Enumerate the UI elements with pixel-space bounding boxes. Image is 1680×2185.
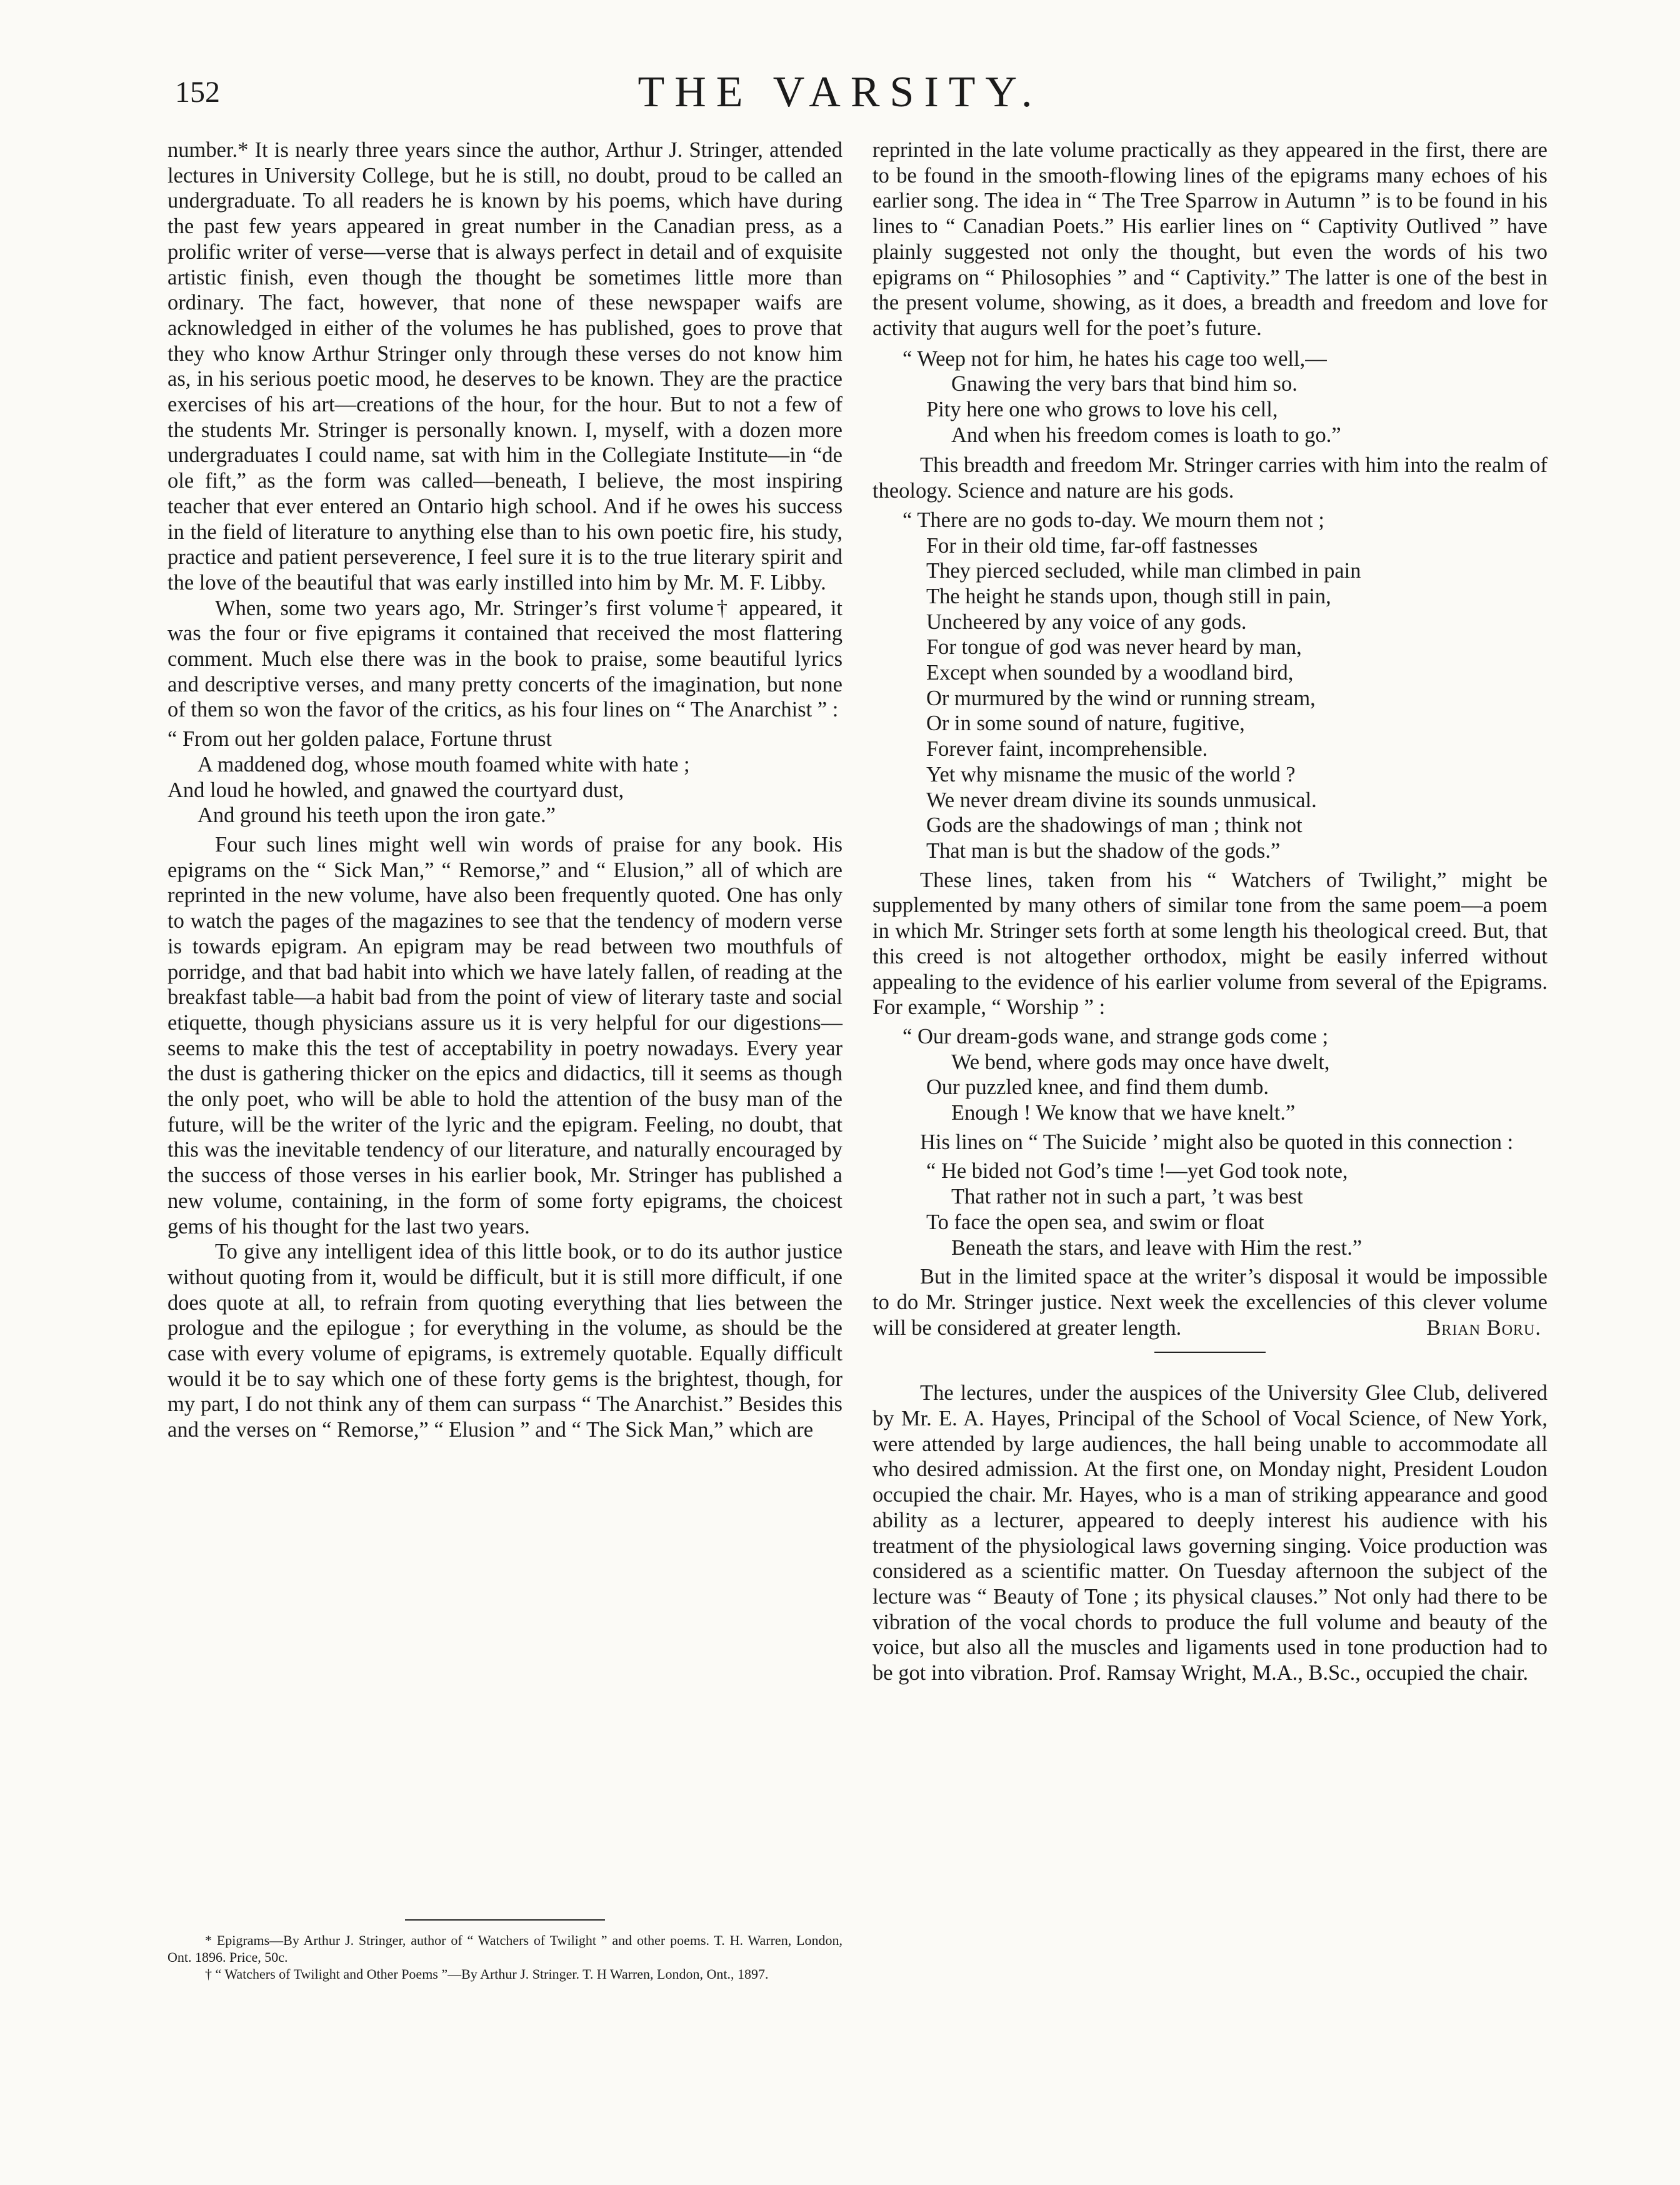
paragraph: reprinted in the late volume practically as they appeared in the first, there are to be found in the smooth-flowing lines of the epigrams many echoes of his earlier song. The idea in “ The Tree Sparrow in Autumn ” is to be found in his lines to “ Canadian Poets.” His earlier lines on “ Captivity Outlived ” have plainly suggested not only the thought, but even the words of his two epigrams on “ Philosophies ” and “ Captivity.” The latter is one of the best in the present volume, showing, as it does, a breadth and freedom and love for activity that augurs well for the poet’s future. [872, 138, 1548, 340]
suicide-verse [872, 1158, 1548, 1260]
paragraph: These lines, taken from his “ Watchers of Twilight,” might be supplemented by many others of similar tone from the same poem—a poem in which Mr. Stringer sets forth at some length his theological creed. But, that this creed is not altogether orthodox, might be easily inferred without appealing to the evidence of his earlier volume from several of the Epigrams. For example, “ Worship ” : [872, 868, 1548, 1020]
verse-line: “ From out her golden palace, Fortune thrust [168, 727, 552, 751]
verse-line: Gnawing the very bars that bind him so. [951, 372, 1298, 396]
verse-line: Yet why misname the music of the world ? [926, 762, 1296, 786]
paragraph: number.* It is nearly three years since the author, Arthur J. Stringer, attended lectures in University College, but he is still, no doubt, proud to be called an undergraduate. To all readers he is known by his poems, which have during the past few years appeared in great number in the Canadian press, as a prolific writer of verse—verse that is always perfect in detail and of exquisite artistic finish, even though the thought be sometimes little more than ordinary. The fact, however, that none of these newspaper waifs are acknowledged in either of the volumes he has published, goes to prove that they who know Arthur Stringer only through these verses do not know him as, in his serious poetic mood, he deserves to be known. They are the practice exercises of his art—creations of the hour, for the hour. But to not a few of the students Mr. Stringer is personally known. I, myself, with a dozen more undergraduates I could name, sat with him in the Collegiate Institute—in “de ole fift,” as the form was called—beneath, I believe, the most inspiring teacher that ever entered an Ontario high school. And if he owes his success in the field of literature to anything else than to his own poetic fire, his study, practice and patient perseverence, I feel sure it is to the true literary spirit and the love of the beautiful that was early instilled into him by Mr. M. F. Libby. [168, 138, 842, 595]
paragraph: His lines on “ The Suicide ’ might also be quoted in this connection : [920, 1130, 1514, 1154]
verse-line: And when his freedom comes is loath to go.” [951, 423, 1341, 447]
paragraph-text: But in the limited space at the writer’s disposal it would be impossible to do Mr. Stringer justice. Next week the excellencies of this clever volume will be considered at greater length. [872, 1265, 1548, 1340]
paragraph: When, some two years ago, Mr. Stringer’s first volume† appeared, it was the four or five epigrams it contained that received the most flattering comment. Much else there was in the book to praise, some beautiful lyrics and descriptive verses, and many pretty concerts of the imagination, but none of them so won the favor of the critics, as his four lines on “ The Anarchist ” : [168, 596, 842, 722]
verse-line: Pity here one who grows to love his cell, [926, 398, 1278, 422]
verse-line: And loud he howled, and gnawed the courtyard dust, [168, 778, 624, 802]
footnotes [168, 1932, 842, 1982]
verse-line: “ There are no gods to-day. We mourn them not ; [902, 508, 1324, 532]
verse-line: The height he stands upon, though still in pain, [926, 584, 1331, 608]
verse-line: We never dream divine its sounds unmusical. [926, 788, 1317, 812]
left-column [168, 138, 842, 1443]
verse-line: Our puzzled knee, and find them dumb. [926, 1075, 1269, 1100]
verse-line: Or murmured by the wind or running stream, [926, 686, 1316, 710]
footnote-divider [405, 1919, 605, 1921]
captivity-verse [872, 346, 1548, 448]
page-number: 152 [175, 76, 220, 109]
verse-line: Except when sounded by a woodland bird, [926, 661, 1294, 685]
verse-line: We bend, where gods may once have dwelt, [951, 1050, 1330, 1074]
gods-verse [872, 508, 1548, 864]
footnote: † “ Watchers of Twilight and Other Poems ”—By Arthur J. Stringer. T. H Warren, London, Ont., 1897. [205, 1966, 769, 1982]
verse-line: Forever faint, incomprehensible. [926, 737, 1208, 761]
verse-line: “ Weep not for him, he hates his cage too well,— [902, 346, 1327, 371]
section-divider [1154, 1352, 1266, 1353]
verse-line: Enough ! We know that we have knelt.” [951, 1101, 1296, 1125]
footnote: * Epigrams—By Arthur J. Stringer, author of “ Watchers of Twilight ” and other poems. T. H. Warren, London, Ont. 1896. Price, 50c. [168, 1932, 842, 1965]
paragraph: Four such lines might well win words of praise for any book. His epigrams on the “ Sick Man,” “ Remorse,” and “ Elusion,” all of which are reprinted in the new volume, have also been frequently quoted. One has only to watch the pages of the magazines to see that the tendency of modern verse is towards epigram. An epigram may be read between two mouthfuls of porridge, and that bad habit into which we have lately fallen, of reading at the breakfast table—a habit bad from the point of view of literary taste and social etiquette, though physicians assure us it is very helpful for our digestions—seems to make this the test of acceptability in poetry nowadays. Every year the dust is gathering thicker on the epics and didactics, till it seems as though the only poet, who will be able to hold the attention of the busy man of the future, will be the writer of the lyric and the epigram. Feeling, no doubt, that this was the inevitable tendency of our literature, and naturally encouraged by the success of those verses in his earlier book, Mr. Stringer has published a new volume, containing, in the form of some forty epigrams, the choicest gems of his thought for the last two years. [168, 832, 842, 1238]
verse-line: To face the open sea, and swim or float [926, 1210, 1264, 1234]
paragraph: This breadth and freedom Mr. Stringer carries with him into the realm of theology. Science and nature are his gods. [872, 453, 1548, 503]
verse-line: And ground his teeth upon the iron gate.” [198, 803, 556, 828]
verse-line: That rather not in such a part, ’t was best [951, 1185, 1303, 1209]
paragraph: The lectures, under the auspices of the University Glee Club, delivered by Mr. E. A. Hayes, Principal of the School of Vocal Science, of New York, were attended by large audiences, the hall being unable to accommodate all who desired admission. At the first one, on Monday night, President Loudon occupied the chair. Mr. Hayes, who is a man of striking appearance and good ability as a lecturer, appeared to deeply interest his audience with his treatment of the physiological laws governing singing. Voice production was considered as a scientific matter. On Tuesday afternoon the subject of the lecture was “ Beauty of Tone ; its physical clauses.” Not only had there to be vibration of the vocal chords to produce the full volume and beauty of the voice, but also all the muscles and ligaments used in tone production had to be got into vibration. Prof. Ramsay Wright, M.A., B.Sc., occupied the chair. [872, 1381, 1548, 1685]
verse-line: Uncheered by any voice of any gods. [926, 610, 1247, 634]
anarchist-verse [168, 726, 842, 828]
verse-line: They pierced secluded, while man climbed in pain [926, 559, 1361, 583]
verse-line: For tongue of god was never heard by man, [926, 635, 1302, 660]
signature: Brian Boru. [1426, 1315, 1541, 1340]
right-column [872, 138, 1548, 1686]
verse-line: That man is but the shadow of the gods.” [926, 838, 1281, 863]
verse-line: “ He bided not God’s time !—yet God took note, [926, 1159, 1348, 1183]
running-head-title: THE VARSITY. [638, 68, 1042, 116]
verse-line: A maddened dog, whose mouth foamed white with hate ; [198, 752, 690, 776]
verse-line: “ Our dream-gods wane, and strange gods come ; [902, 1024, 1329, 1048]
verse-line: Beneath the stars, and leave with Him the rest.” [951, 1235, 1362, 1260]
verse-line: Or in some sound of nature, fugitive, [926, 711, 1245, 736]
paragraph [872, 1264, 1548, 1340]
paragraph: To give any intelligent idea of this little book, or to do its author justice without quoting from it, would be difficult, but it is still more difficult, if one does quote at all, to refrain from quoting everything that lies between the prologue and the epilogue ; for everything in the volume, as should be the case with every volume of epigrams, is extremely quotable. Equally difficult would it be to say which one of these forty gems is the brightest, though, for my part, I do not think any of them can surpass “ The Anarchist.” Besides this and the verses on “ Remorse,” “ Elusion ” and “ The Sick Man,” which are [168, 1240, 842, 1442]
worship-verse [872, 1024, 1548, 1126]
verse-line: Gods are the shadowings of man ; think not [926, 813, 1302, 838]
verse-line: For in their old time, far-off fastnesses [926, 533, 1258, 558]
